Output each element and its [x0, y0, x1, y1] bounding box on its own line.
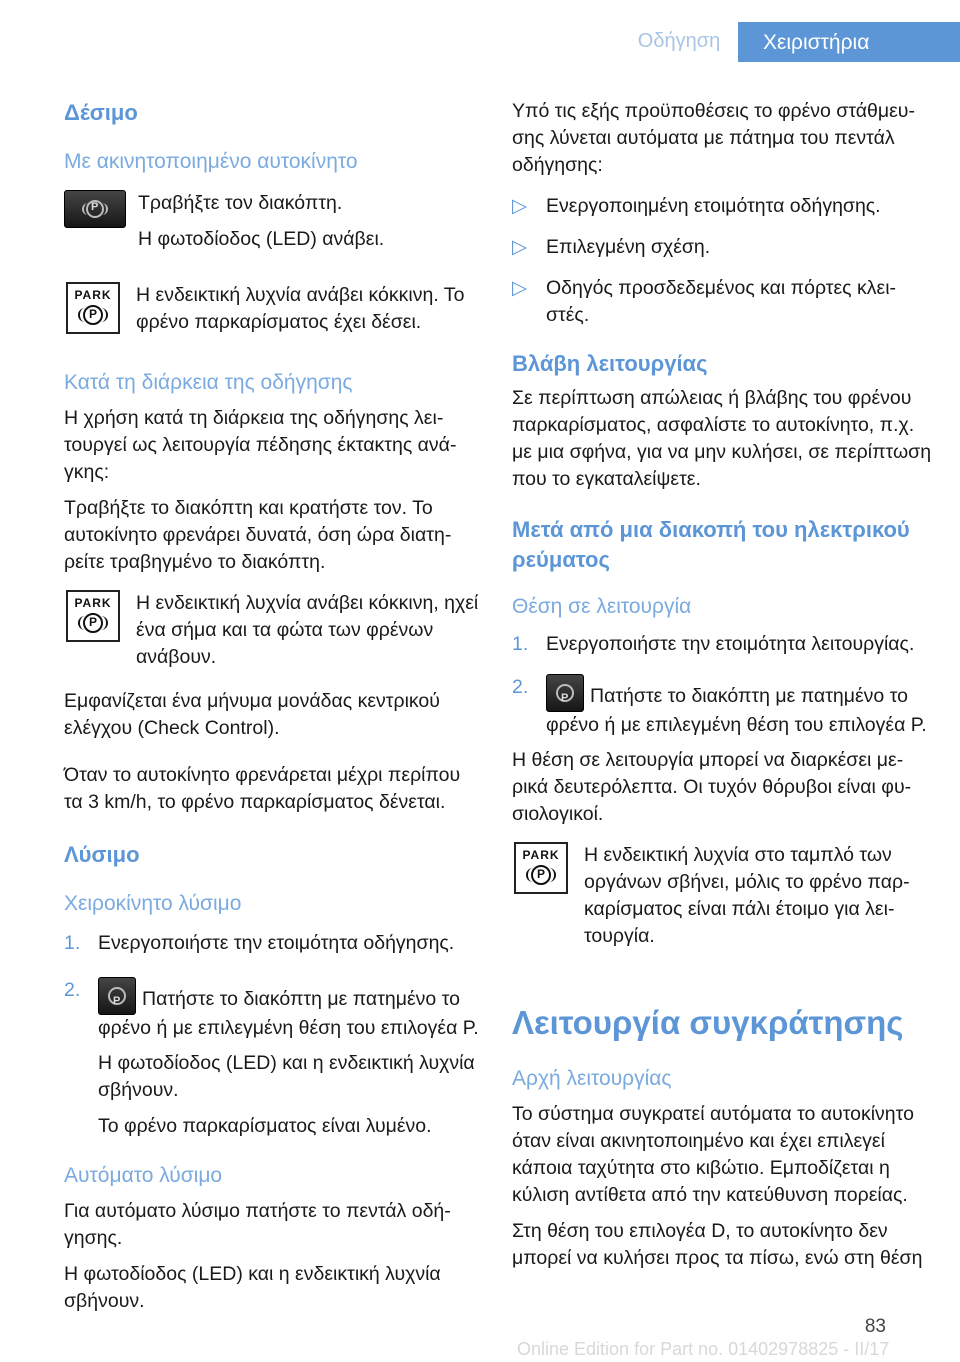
manual-step-2: Πατήστε το διακόπτη με πατημένο το φρένο ή με επιλεγμένη θέση του επιλογέα P. [98, 988, 479, 1039]
heading-desimo: Δέσιμο [64, 100, 138, 125]
list-item [64, 977, 482, 1042]
list-item [512, 193, 932, 220]
condition-2: Επιλεγμένη σχέση. [546, 236, 711, 258]
conditions-text: Υπό τις εξής προϋποθέσεις το φρένο στάθμευσης λύνεται αυτόματα με πάτημα του πεντάλ οδήγησης: [512, 100, 915, 176]
bullet-marker: ▷ [512, 195, 527, 217]
park-indicator-icon: PARK P [66, 282, 120, 334]
heading-after-power: Μετά από μια διακοπή του ηλεκτρικού ρεύματος [512, 517, 910, 572]
parking-brake-switch-icon [98, 977, 136, 1015]
heading-driving: Κατά τη διάρκεια της οδήγησης [64, 371, 353, 394]
heading-auto: Αυτόματο λύσιμο [64, 1164, 223, 1187]
manual-led-off-text: Η φωτοδίοδος (LED) και η ενδεικτική λυχνία σβήνουν. [98, 1052, 475, 1101]
operation-paragraph: Η θέση σε λειτουργία μπορεί να διαρκέσει μερικά δευτερόλεπτα. Οι τυχόν θόρυβοι είναι φυσιολογικοί. [512, 749, 912, 825]
park-red-text: Η ενδεικτική λυχνία ανάβει κόκκινη. Το φρένο παρκαρίσματος έχει δέσει. [136, 284, 465, 333]
heading-hold: Λειτουργία συγκράτησης [512, 1004, 904, 1041]
below-3-text: Όταν το αυτοκίνητο φρενάρεται μέχρι περίπου τα 3 km/h, το φρένο παρκαρίσματος δένεται. [64, 764, 461, 813]
park-red-sound-text: Η ενδεικτική λυχνία ανάβει κόκκινη, ηχεί ένα σήμα και τα φώτα των φρένων ανάβουν. [136, 592, 479, 668]
list-item [512, 275, 932, 329]
operation-step-1: Ενεργοποιήστε την ετοιμότητα λειτουργίας. [546, 633, 915, 655]
led-on-text: Η φωτοδίοδος (LED) ανάβει. [138, 228, 385, 250]
parking-brake-switch-icon [64, 190, 126, 228]
heading-stationary: Με ακινητοποιημένο αυτοκίνητο [64, 150, 358, 173]
driving-paragraph-2: Τραβήξτε το διακόπτη και κρατήστε τον. Το αυτοκίνητο φρενάρει δυνατά, όση ώρα διατηρείτε τραβηγμένο το διακόπτη. [64, 497, 452, 573]
driving-paragraph-1: Η χρήση κατά τη διάρκεια της οδήγησης λειτουργεί ως λειτουργία πέδησης έκτακτης ανάγκης: [64, 407, 457, 483]
icon-row-park-red [64, 282, 482, 345]
list-number: 1. [64, 932, 81, 954]
list-item [512, 234, 932, 261]
park-indicator-icon: PARK P [66, 590, 120, 642]
condition-3: Οδηγός προσδεδεμένος και πόρτες κλειστές. [546, 277, 897, 326]
principle-paragraph-1: Το σύστημα συγκρατεί αυτόματα το αυτοκίνητο όταν είναι ακινητοποιημένο και έχει επιλεγεί κάποια ταχύτητα στο κιβώτιο. Εμποδίζεται η κύλιση αντίθετα από την κατεύθυνση πορείας. [512, 1103, 914, 1206]
page-number: 83 [864, 1316, 886, 1337]
principle-paragraph-2: Στη θέση του επιλογέα D, το αυτοκίνητο δεν μπορεί να κυλήσει προς τα πίσω, ενώ στη θέση [512, 1220, 923, 1269]
list-item [512, 674, 932, 739]
icon-row-park-off [512, 842, 932, 959]
right-column [512, 98, 932, 1281]
list-item [64, 930, 482, 957]
list-item [512, 631, 932, 658]
check-control-text: Εμφανίζεται ένα μήνυμα μονάδας κεντρικού ελέγχου (Check Control). [64, 690, 440, 739]
icon-row-park-red-sound [64, 590, 482, 680]
header-chapter-tab: Χειριστήρια [738, 22, 960, 62]
parking-brake-switch-icon [546, 674, 584, 712]
list-number: 2. [64, 979, 81, 1001]
operation-step-2: Πατήστε το διακόπτη με πατημένο το φρένο ή με επιλεγμένη θέση του επιλογέα P. [546, 685, 927, 736]
list-number: 2. [512, 676, 529, 698]
park-indicator-icon: PARK P [514, 842, 568, 894]
page-header [0, 0, 960, 62]
icon-row-switch [64, 190, 482, 262]
condition-1: Ενεργοποιημένη ετοιμότητα οδήγησης. [546, 195, 881, 217]
edition-footer: Online Edition for Part no. 01402978825 - II/17 [517, 1339, 890, 1359]
header-section-label: Οδήγηση [637, 30, 721, 52]
bullet-marker: ▷ [512, 236, 527, 258]
heading-fault: Βλάβη λειτουργίας [512, 351, 708, 376]
bullet-marker: ▷ [512, 277, 527, 299]
heading-principle: Αρχή λειτουργίας [512, 1067, 672, 1090]
list-number: 1. [512, 633, 529, 655]
park-off-text: Η ενδεικτική λυχνία στο ταμπλό των οργάνων σβήνει, μόλις το φρένο παρκαρίσματος είναι πάλι έτοιμο για λειτουργία. [584, 844, 910, 947]
heading-lysimo: Λύσιμο [64, 842, 140, 867]
manual-step-1: Ενεργοποιήστε την ετοιμότητα οδήγησης. [98, 932, 455, 954]
heading-manual: Χειροκίνητο λύσιμο [64, 892, 242, 915]
left-column [64, 98, 482, 1324]
auto-paragraph-1: Για αυτόματο λύσιμο πατήστε το πεντάλ οδήγησης. [64, 1200, 451, 1249]
fault-paragraph: Σε περίπτωση απώλειας ή βλάβης του φρένου παρκαρίσματος, ασφαλίστε το αυτοκίνητο, π.χ. με μια σφήνα, για να μην κυλήσει, σε περίπτωση που το εγκαταλείψετε. [512, 387, 932, 490]
heading-operation: Θέση σε λειτουργία [512, 595, 692, 618]
manual-released-text: Το φρένο παρκαρίσματος είναι λυμένο. [98, 1115, 432, 1137]
auto-paragraph-2: Η φωτοδίοδος (LED) και η ενδεικτική λυχνία σβήνουν. [64, 1263, 441, 1312]
pull-switch-text: Τραβήξτε τον διακόπτη. [138, 192, 343, 214]
